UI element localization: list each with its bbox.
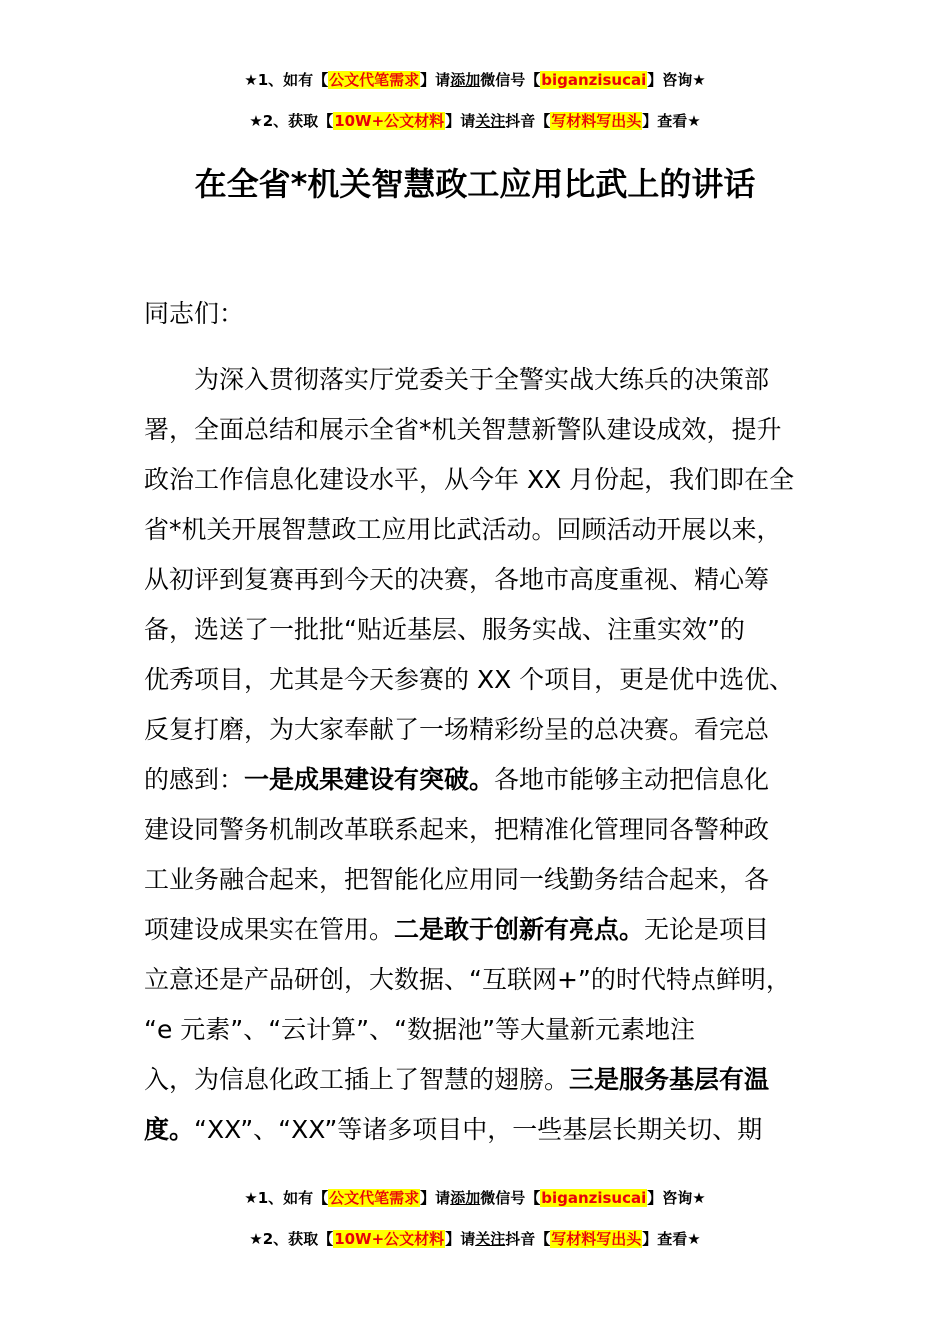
footer-banner-line-2 bbox=[0, 1229, 950, 1249]
body-text: “XX”、“XX”等诸多项目中，一些基层长期关切、期 bbox=[194, 1115, 763, 1144]
banner-highlight: 10W+公文材料 bbox=[334, 112, 445, 130]
body-line: 署，全面总结和展示全省*机关智慧新警队建设成效，提升 bbox=[144, 415, 782, 444]
banner-text: 抖音【 bbox=[505, 112, 551, 130]
banner-text: ★2、获取【 bbox=[249, 112, 334, 130]
bold-point-heading: 三是服务基层有温 bbox=[569, 1065, 770, 1094]
banner-highlight: biganzisucai bbox=[541, 1189, 647, 1207]
body-text: 入，为信息化政工插上了智慧的翅膀。 bbox=[144, 1065, 570, 1094]
body-line: 为深入贯彻落实厅党委关于全警实战大练兵的决策部 bbox=[194, 365, 770, 394]
body-text: 项建设成果实在管用。 bbox=[144, 915, 395, 944]
footer-banner-line-1 bbox=[0, 1188, 950, 1208]
bold-point-heading: 度。 bbox=[144, 1115, 195, 1144]
header-banner-line-1 bbox=[0, 70, 950, 90]
banner-text: 】查看★ bbox=[642, 112, 701, 130]
body-text: 无论是项目 bbox=[644, 915, 770, 944]
body-line: 反复打磨，为大家奉献了一场精彩纷呈的总决赛。看完总 bbox=[144, 715, 770, 744]
bold-point-heading: 二是敢于创新有亮点。 bbox=[394, 915, 645, 944]
banner-text: 】请 bbox=[420, 1189, 451, 1207]
banner-highlight: 写材料写出头 bbox=[551, 112, 642, 130]
body-line: 政治工作信息化建设水平，从今年 XX 月份起，我们即在全 bbox=[144, 465, 795, 494]
banner-highlight: 10W+公文材料 bbox=[334, 1230, 445, 1248]
banner-text: ★1、如有【 bbox=[244, 71, 329, 89]
body-line bbox=[144, 1112, 762, 1148]
banner-highlight: biganzisucai bbox=[541, 71, 647, 89]
banner-underlined-text: 关注 bbox=[475, 1230, 506, 1248]
body-line: 省*机关开展智慧政工应用比武活动。回顾活动开展以来， bbox=[144, 515, 782, 544]
banner-text: 微信号【 bbox=[480, 1189, 541, 1207]
banner-text: 微信号【 bbox=[480, 71, 541, 89]
banner-text: 抖音【 bbox=[505, 1230, 551, 1248]
document-title: 在全省*机关智慧政工应用比武上的讲话 bbox=[194, 165, 756, 203]
body-line bbox=[144, 1062, 769, 1098]
banner-underlined-text: 关注 bbox=[475, 112, 506, 130]
banner-text: 】查看★ bbox=[642, 1230, 701, 1248]
body-line: 从初评到复赛再到今天的决赛，各地市高度重视、精心筹 bbox=[144, 565, 770, 594]
banner-text: 】请 bbox=[445, 1230, 476, 1248]
banner-text: 】请 bbox=[445, 112, 476, 130]
banner-text: 】咨询★ bbox=[647, 1189, 706, 1207]
banner-underlined-text: 添加 bbox=[450, 71, 481, 89]
body-line bbox=[144, 912, 769, 948]
banner-highlight: 写材料写出头 bbox=[551, 1230, 642, 1248]
header-banner-line-2 bbox=[0, 111, 950, 131]
banner-text: 】请 bbox=[420, 71, 451, 89]
banner-text: ★2、获取【 bbox=[249, 1230, 334, 1248]
banner-highlight: 公文代笔需求 bbox=[329, 1189, 420, 1207]
body-line: 工业务融合起来，把智能化应用同一线勤务结合起来，各 bbox=[144, 865, 770, 894]
banner-underlined-text: 添加 bbox=[450, 1189, 481, 1207]
body-text: 各地市能够主动把信息化 bbox=[494, 765, 770, 794]
body-text: 的感到： bbox=[144, 765, 245, 794]
banner-text: ★1、如有【 bbox=[244, 1189, 329, 1207]
salutation: 同志们： bbox=[144, 299, 245, 328]
body-line: 立意还是产品研创，大数据、“互联网+”的时代特点鲜明， bbox=[144, 965, 791, 994]
body-line bbox=[144, 762, 769, 798]
banner-highlight: 公文代笔需求 bbox=[329, 71, 420, 89]
body-line: 备，选送了一批批“贴近基层、服务实战、注重实效”的 bbox=[144, 615, 745, 644]
body-line: “e 元素”、“云计算”、“数据池”等大量新元素地注 bbox=[144, 1015, 696, 1044]
body-line: 优秀项目，尤其是今天参赛的 XX 个项目，更是优中选优、 bbox=[144, 665, 795, 694]
banner-text: 】咨询★ bbox=[647, 71, 706, 89]
body-line: 建设同警务机制改革联系起来，把精准化管理同各警种政 bbox=[144, 815, 770, 844]
bold-point-heading: 一是成果建设有突破。 bbox=[244, 765, 495, 794]
